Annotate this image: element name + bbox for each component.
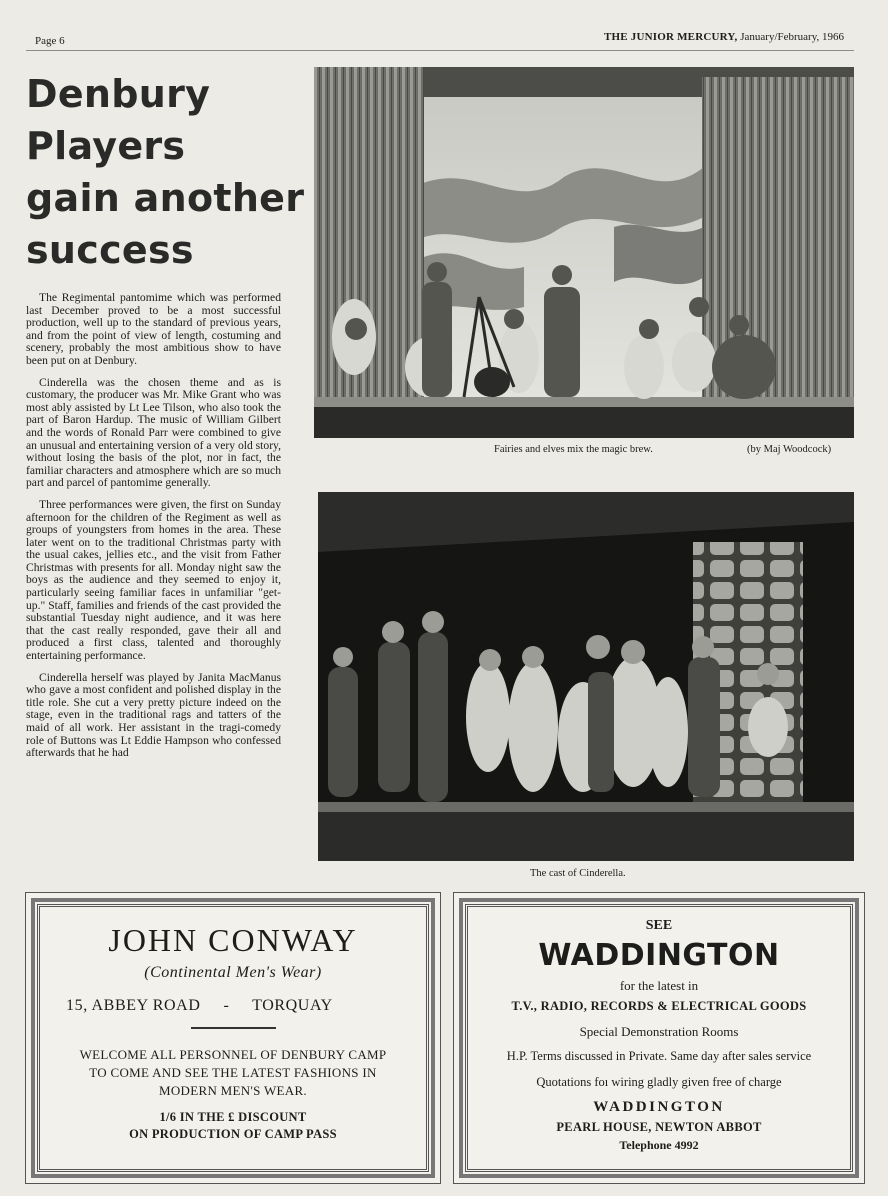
advert-shop-name-footer: WADDINGTON: [593, 1099, 725, 1115]
headline: [26, 68, 306, 276]
advert-welcome-text: [31, 1046, 435, 1100]
welcome-line: TO COME AND SEE THE LATEST FASHIONS IN: [89, 1065, 377, 1080]
photo1-caption: Fairies and elves mix the magic brew.: [494, 444, 653, 455]
publication-name: THE JUNIOR MERCURY,: [603, 31, 738, 43]
advert-hp-terms: H.P. Terms discussed in Private. Same day after sales service: [506, 1049, 812, 1063]
article-body: [26, 292, 281, 769]
masthead: [604, 31, 844, 43]
welcome-line: WELCOME ALL PERSONNEL OF DENBURY CAMP: [79, 1047, 387, 1062]
photo1-credit: (by Maj Woodcock): [747, 444, 832, 455]
advert-shop-subtitle: (Continental Men's Wear): [144, 964, 322, 981]
advert-discount: [31, 1109, 435, 1143]
advert-waddington: [454, 893, 864, 1183]
photo-fairies-and-elves: [314, 67, 854, 438]
article-paragraph: The Regimental pantomime which was performed last December proved to be a most successful production, well up to the standard of previous years, and from the point of view of length, costuming and scenery, probably the most ambitious show to have been put on at Denbury.: [26, 291, 281, 367]
advert-see: SEE: [645, 918, 673, 933]
welcome-line: MODERN MEN'S WEAR.: [159, 1083, 307, 1098]
photo2-caption: The cast of Cinderella.: [530, 868, 626, 879]
photo-cast-of-cinderella: [318, 492, 854, 861]
advert-shop-address: PEARL HOUSE, NEWTON ABBOT: [556, 1120, 762, 1134]
advert-john-conway: [26, 893, 440, 1183]
header-rule: [26, 50, 854, 51]
headline-line-3: gain another: [26, 176, 305, 220]
discount-line: ON PRODUCTION OF CAMP PASS: [129, 1127, 337, 1141]
advert-telephone: Telephone 4992: [619, 1138, 699, 1152]
page-number: Page 6: [35, 35, 65, 47]
article-paragraph: Three performances were given, the first on Sunday afternoon for the children of the Regiment as well as groups of youngsters from homes in the area. These later went on to the traditional Christmas party with the usual cakes, jellies etc., and the visit from Father Christmas with presents for all. Monday night saw the boys as the audience and they seemed to enjoy it, particularly seeing familiar faces in unfamiliar "get-up." Staff, families and friends of the cast provided the substantial Tuesday night audience, and it was here that the cast really responded, gave their all and produced a first class, talented and thoroughly entertaining performance.: [26, 497, 281, 663]
headline-line-4: success: [26, 228, 194, 272]
article-paragraph: Cinderella herself was played by Janita MacManus who gave a most confident and polished display in the title role. She cut a very pretty picture indeed on the stage, even in the traditional rags and tatters of the maid of all work. Her assistant in the tragi-comedy role of Buttons was Lt Eddie Hampson who confessed afterwards that he had: [26, 670, 281, 760]
advert-shop-name: WADDINGTON: [538, 938, 780, 973]
advert-quotations: Quotations foı wiring gladly given free of charge: [536, 1075, 782, 1089]
issue-date: January/February, 1966: [740, 31, 844, 43]
article-paragraph: Cinderella was the chosen theme and as is customary, the producer was Mr. Mike Grant who was most ably assisted by Lt Lee Tilson, who also took the part of Baron Hardup. The music of William Gilbert and the words of Ronald Parr were combined to give an unusual and entertaining version of a very old story, without losing the basis of the plot, nor in fact, the familiar characters and atmosphere which are so much part and parcel of pantomime generally.: [26, 375, 281, 490]
advert-demo-rooms: Special Demonstration Rooms: [579, 1024, 739, 1039]
headline-line-1: Denbury: [26, 72, 211, 116]
advert-shop-name: JOHN CONWAY: [108, 922, 358, 958]
advert-shop-address: 15, ABBEY ROAD - TORQUAY: [66, 997, 333, 1014]
headline-line-2: Players: [26, 124, 186, 168]
discount-line: 1/6 IN THE £ DISCOUNT: [159, 1110, 307, 1124]
advert-for-latest: for the latest in: [619, 978, 699, 993]
advert-goods: T.V., RADIO, RECORDS & ELECTRICAL GOODS: [511, 999, 807, 1013]
advert-divider: [191, 1027, 276, 1029]
